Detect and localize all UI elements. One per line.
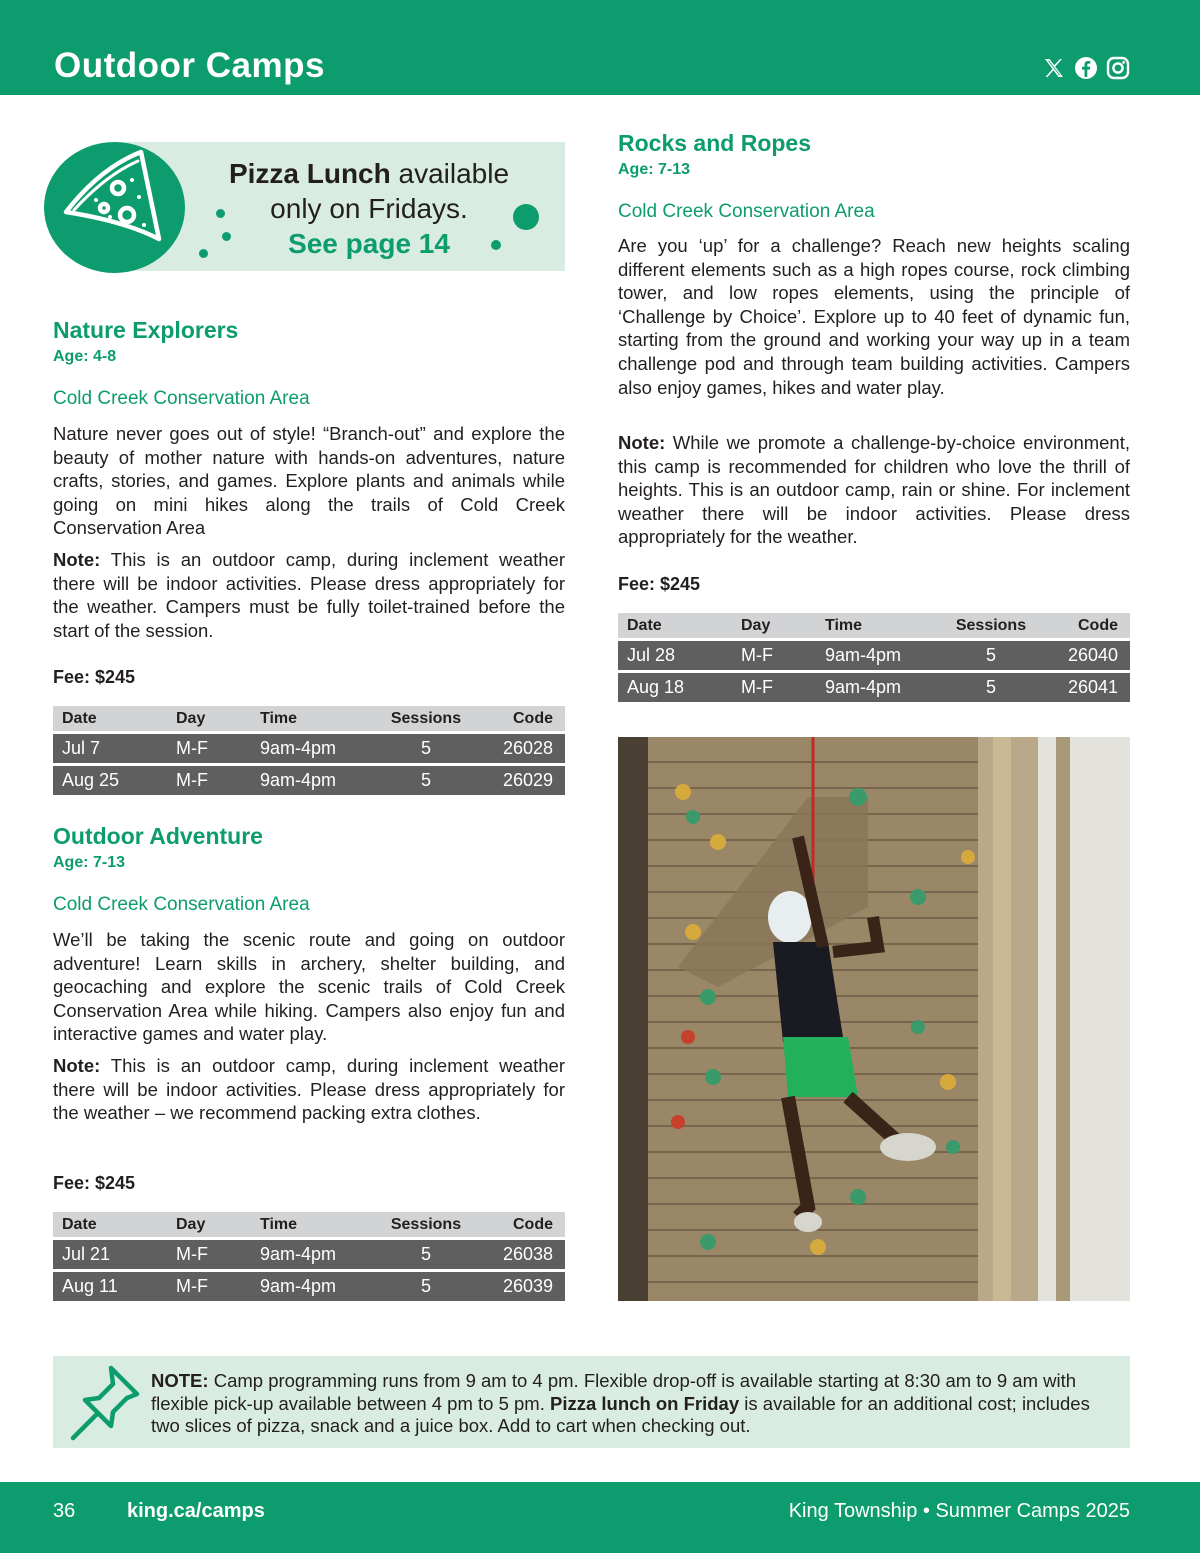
rocks-and-ropes-title: Rocks and Ropes [618, 130, 811, 156]
outdoor-adventure-title: Outdoor Adventure [53, 823, 263, 849]
camps-url-link[interactable]: king.ca/camps [127, 1500, 265, 1522]
pushpin-icon [63, 1356, 143, 1448]
col-date: Date [53, 706, 167, 733]
table-row [53, 1239, 565, 1271]
table-row [618, 640, 1130, 672]
promo-line2: only on Fridays. [270, 193, 468, 224]
note-text: This is an outdoor camp, during inclement weather there will be indoor activities. Please dress appropriately for the weather – we recommend packing extra clothes. [53, 1055, 565, 1124]
climbing-wall-illustration [618, 737, 1130, 1301]
publication-name: Summer Camps 2025 [935, 1500, 1130, 1522]
separator-dot: • [922, 1500, 930, 1522]
decor-dot [513, 204, 539, 230]
nature-explorers-note [53, 548, 565, 642]
instagram-icon[interactable] [1106, 56, 1130, 80]
outdoor-adventure-description: We’ll be taking the scenic route and going on outdoor adventure! Learn skills in archery, shelter building, and geocaching and explore the scenic trails of Cold Creek Conservation Area while hiking. Campers also enjoy fun and interactive games and water play. [53, 929, 565, 1045]
table-row [53, 1271, 565, 1302]
col-date: Date [618, 613, 732, 640]
table-header-row [618, 613, 1130, 640]
nature-explorers-location: Cold Creek Conservation Area [53, 388, 310, 409]
note-label: Note: [618, 432, 666, 453]
cell-date: Jul 28 [618, 640, 732, 672]
outdoor-adventure-note [53, 1054, 565, 1125]
pizza-lunch-promo [44, 142, 565, 271]
outdoor-adventure-fee: Fee: $245 [53, 1173, 136, 1193]
facebook-icon[interactable] [1074, 56, 1098, 80]
cell-code: 26041 [1037, 672, 1130, 703]
nature-explorers-description: Nature never goes out of style! “Branch-out” and explore the beauty of mother nature with hands-on adventures, nature crafts, stories, and games. Explore plants and animals while going on mini hikes along the trails of Cold Creek Conservation Area [53, 423, 565, 539]
promo-text [204, 156, 534, 261]
nature-explorers-age: Age: 4-8 [53, 348, 117, 365]
cell-date: Aug 25 [53, 765, 167, 796]
table-row [53, 765, 565, 796]
cell-day: M-F [167, 765, 251, 796]
outdoor-adventure-location: Cold Creek Conservation Area [53, 894, 310, 915]
climbing-wall-photo [618, 737, 1130, 1301]
col-code: Code [472, 1212, 565, 1239]
rocks-and-ropes-description: Are you ‘up’ for a challenge? Reach new heights scaling different elements such as a high ropes course, rock climbing tower, and low ropes elements, using the principle of ‘Challenge by Choice’. Explore up to 40 feet of dynamic fun, starting from the ground and working your way up in a team challenge pod and through team building activities. Campers also enjoy games, hikes and water play. [618, 235, 1130, 398]
cell-date: Jul 7 [53, 733, 167, 765]
note-label: NOTE: [151, 1370, 209, 1391]
pizza-badge [44, 142, 185, 273]
decor-dot [199, 249, 208, 258]
col-day: Day [732, 613, 816, 640]
nature-explorers-fee: Fee: $245 [53, 667, 136, 687]
note-strong: Pizza lunch on Friday [550, 1392, 740, 1414]
programming-note [53, 1356, 1130, 1448]
outdoor-adventure-age: Age: 7-13 [53, 854, 126, 871]
col-sessions: Sessions [945, 613, 1037, 640]
page-header [0, 0, 1200, 95]
cell-code: 26028 [472, 733, 565, 765]
cell-sessions: 5 [945, 672, 1037, 703]
promo-line1: available [390, 158, 510, 189]
col-sessions: Sessions [380, 706, 472, 733]
page-number: 36 [53, 1500, 76, 1522]
cell-time: 9am-4pm [816, 640, 945, 672]
col-code: Code [472, 706, 565, 733]
outdoor-adventure-schedule [53, 1212, 565, 1301]
decor-dot [216, 209, 225, 218]
cell-time: 9am-4pm [251, 733, 380, 765]
cell-time: 9am-4pm [251, 1271, 380, 1302]
page-footer [0, 1482, 1200, 1553]
cell-code: 26040 [1037, 640, 1130, 672]
cell-time: 9am-4pm [251, 1239, 380, 1271]
promo-page-link[interactable]: See page 14 [288, 228, 450, 259]
rocks-and-ropes-note [618, 431, 1130, 549]
cell-sessions: 5 [945, 640, 1037, 672]
programming-note-text [151, 1370, 1111, 1438]
note-label: Note: [53, 549, 101, 570]
publication-info [789, 1500, 1130, 1523]
x-icon[interactable] [1042, 56, 1066, 80]
cell-day: M-F [167, 1239, 251, 1271]
decor-dot [222, 232, 231, 241]
cell-time: 9am-4pm [816, 672, 945, 703]
col-code: Code [1037, 613, 1130, 640]
note-text: This is an outdoor camp, during inclement weather there will be indoor activities. Please dress appropriately for the weather. Campers must be fully toilet-trained before the start of the session. [53, 549, 565, 641]
cell-sessions: 5 [380, 765, 472, 796]
col-day: Day [167, 706, 251, 733]
cell-day: M-F [167, 1271, 251, 1302]
col-time: Time [816, 613, 945, 640]
nature-explorers-schedule [53, 706, 565, 795]
cell-code: 26039 [472, 1271, 565, 1302]
note-text-part1: Camp programming runs from 9 am to 4 pm. Flexible drop-off is available starting at 8:30 am to 9 am with flexible pick-up available between 4 pm to 5 pm. [151, 1370, 1077, 1414]
cell-day: M-F [732, 672, 816, 703]
col-time: Time [251, 1212, 380, 1239]
cell-code: 26038 [472, 1239, 565, 1271]
rocks-and-ropes-schedule [618, 613, 1130, 702]
rocks-and-ropes-location: Cold Creek Conservation Area [618, 201, 875, 222]
cell-date: Aug 11 [53, 1271, 167, 1302]
col-time: Time [251, 706, 380, 733]
col-date: Date [53, 1212, 167, 1239]
note-label: Note: [53, 1055, 101, 1076]
cell-day: M-F [167, 733, 251, 765]
rocks-and-ropes-fee: Fee: $245 [618, 574, 701, 594]
cell-day: M-F [732, 640, 816, 672]
nature-explorers-title: Nature Explorers [53, 317, 239, 343]
table-header-row [53, 1212, 565, 1239]
cell-date: Aug 18 [618, 672, 732, 703]
org-name: King Township [788, 1500, 918, 1522]
promo-strong: Pizza Lunch [228, 158, 391, 189]
col-sessions: Sessions [380, 1212, 472, 1239]
note-text: While we promote a challenge-by-choice environment, this camp is recommended for children who love the thrill of heights. This is an outdoor camp, rain or shine. For inclement weather there will be indoor activities. Please dress appropriately for the weather. [618, 432, 1130, 548]
table-row [618, 672, 1130, 703]
social-links [1042, 56, 1130, 80]
cell-sessions: 5 [380, 733, 472, 765]
cell-date: Jul 21 [53, 1239, 167, 1271]
col-day: Day [167, 1212, 251, 1239]
table-row [53, 733, 565, 765]
note-text-part2: is available for an additional cost; includes two slices of pizza, snack and a juice box. Add to cart when checking out. [151, 1392, 1090, 1436]
cell-code: 26029 [472, 765, 565, 796]
cell-time: 9am-4pm [251, 765, 380, 796]
cell-sessions: 5 [380, 1271, 472, 1302]
table-header-row [53, 706, 565, 733]
page-title: Outdoor Camps [54, 46, 325, 85]
rocks-and-ropes-age: Age: 7-13 [618, 161, 691, 178]
cell-sessions: 5 [380, 1239, 472, 1271]
pizza-slice-icon [44, 142, 185, 273]
decor-dot [491, 240, 501, 250]
